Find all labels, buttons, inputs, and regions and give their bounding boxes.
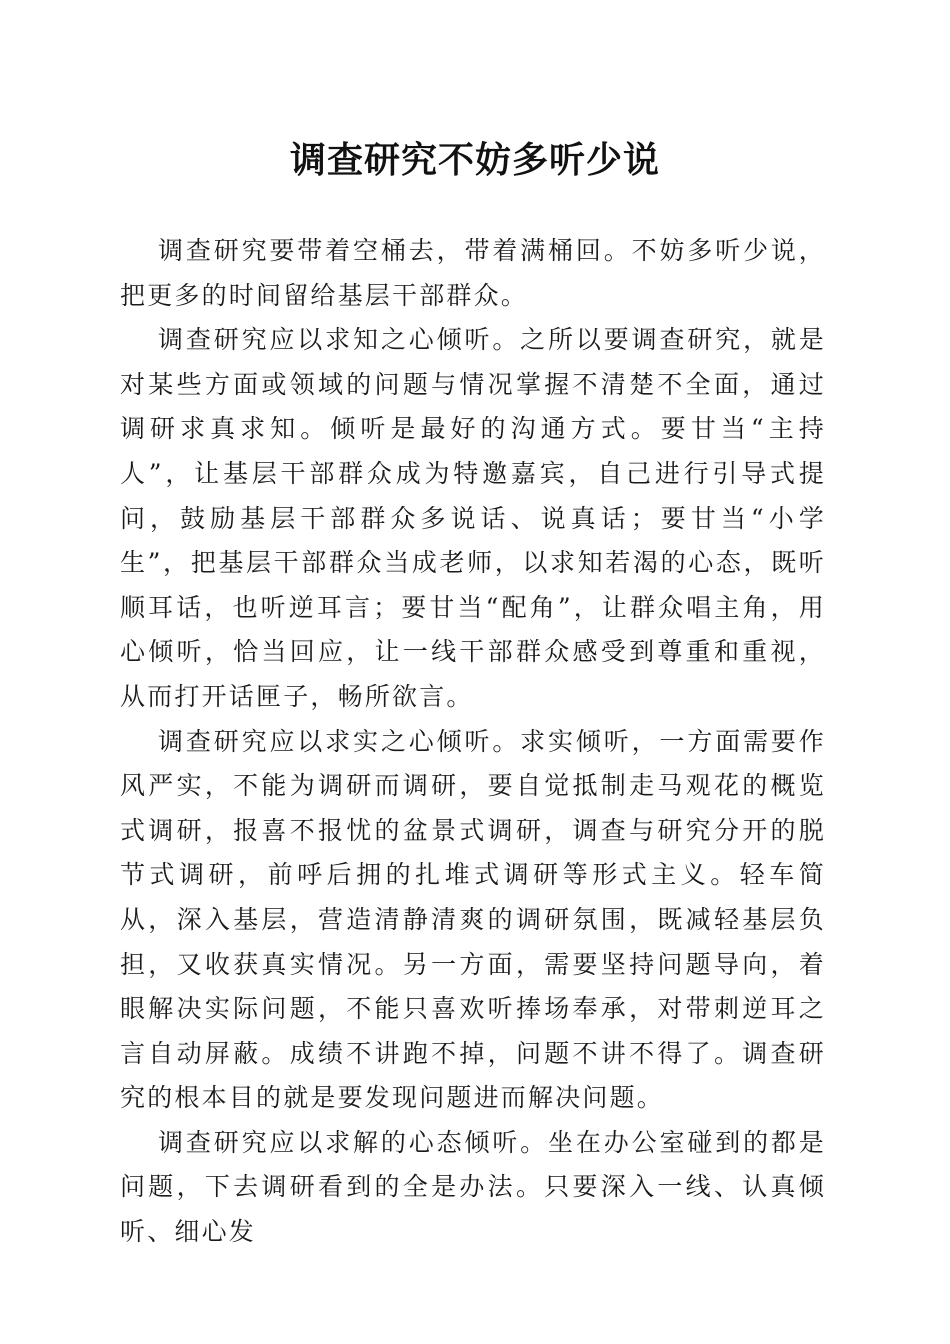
paragraph-4: 调查研究应以求解的心态倾听。坐在办公室碰到的都是问题，下去调研看到的全是办法。只要深入一线、认真倾听、细心发 xyxy=(120,1127,826,1247)
paragraph-1: 调查研究要带着空桶去，带着满桶回。不妨多听少说，把更多的时间留给基层干部群众。 xyxy=(120,236,826,310)
paragraph-2: 调查研究应以求知之心倾听。之所以要调查研究，就是对某些方面或领域的问题与情况掌握不清楚不全面，通过调研求真求知。倾听是最好的沟通方式。要甘当“主持人”，让基层干部群众成为特邀嘉宾，自己进行引导式提问，鼓励基层干部群众多说话、说真话；要甘当“小学生”，把基层干部群众当成老师，以求知若渴的心态，既听顺耳话，也听逆耳言；要甘当“配角”，让群众唱主角，用心倾听，恰当回应，让一线干部群众感受到尊重和重视，从而打开话匣子，畅所欲言。 xyxy=(120,325,826,711)
paragraph-3: 调查研究应以求实之心倾听。求实倾听，一方面需要作风严实，不能为调研而调研，要自觉抵制走马观花的概览式调研，报喜不报忧的盆景式调研，调查与研究分开的脱节式调研，前呼后拥的扎堆式调研等形式主义。轻车简从，深入基层，营造清静清爽的调研氛围，既减轻基层负担，又收获真实情况。另一方面，需要坚持问题导向，着眼解决实际问题，不能只喜欢听捧场奉承，对带刺逆耳之言自动屏蔽。成绩不讲跑不掉，问题不讲不得了。调查研究的根本目的就是要发现问题进而解决问题。 xyxy=(120,726,826,1113)
document-title: 调查研究不妨多听少说 xyxy=(289,139,660,181)
document-body xyxy=(120,229,826,1255)
